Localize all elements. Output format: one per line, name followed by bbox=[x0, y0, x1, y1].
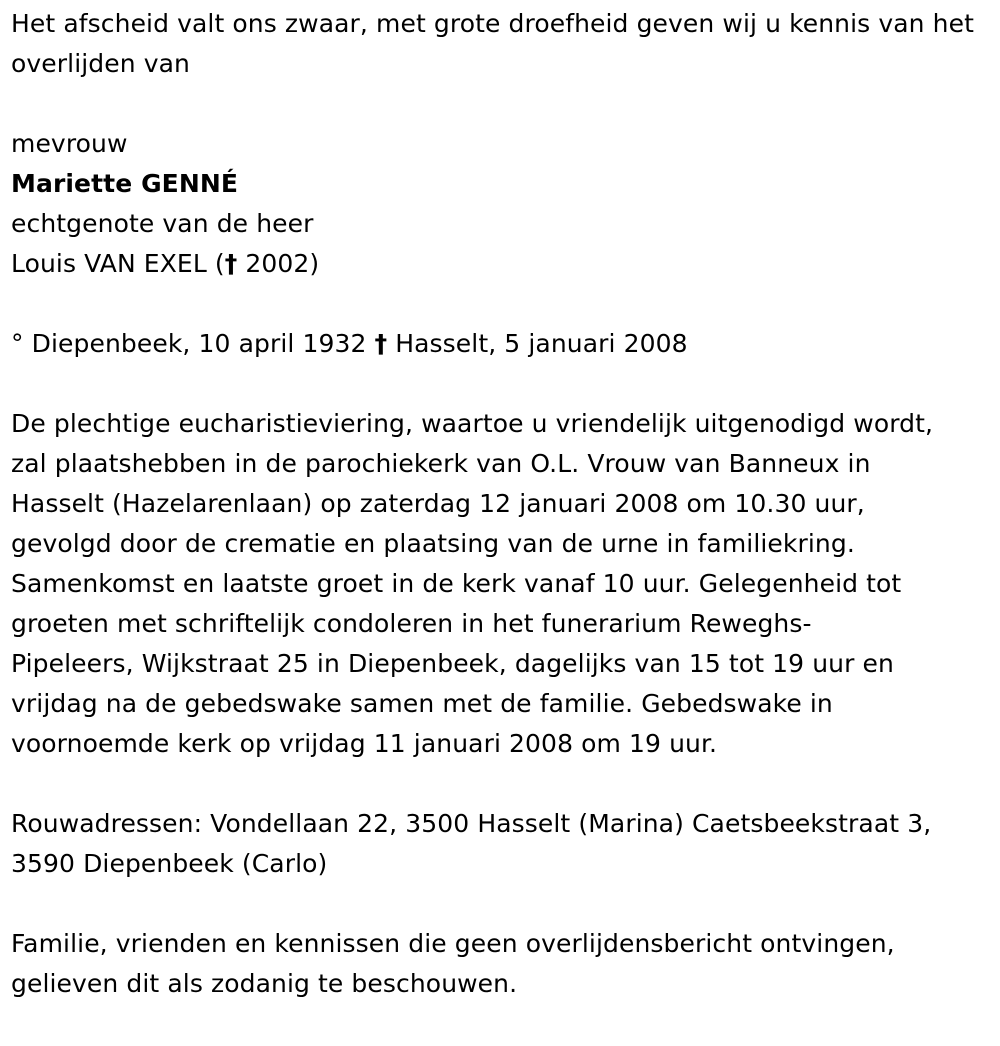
ceremony-line: vrijdag na de gebedswake samen met de familie. Gebedswake in bbox=[11, 689, 833, 718]
spouse-name: Louis VAN EXEL ( bbox=[11, 249, 225, 278]
ceremony-line: zal plaatshebben in de parochiekerk van O.L. Vrouw van Banneux in bbox=[11, 449, 871, 478]
spouse-relation: echtgenote van de heer bbox=[11, 209, 314, 238]
deceased-name: Mariette GENNÉ bbox=[11, 169, 239, 198]
spouse-line bbox=[11, 244, 996, 284]
life-dates bbox=[11, 324, 996, 364]
ceremony-line: Pipeleers, Wijkstraat 25 in Diepenbeek, dagelijks van 15 tot 19 uur en bbox=[11, 649, 894, 678]
closing-paragraph bbox=[11, 924, 996, 1004]
ceremony-line: Hasselt (Hazelarenlaan) op zaterdag 12 januari 2008 om 10.30 uur, bbox=[11, 489, 865, 518]
address-line: Rouwadressen: Vondellaan 22, 3500 Hasselt (Marina) Caetsbeekstraat 3, bbox=[11, 809, 932, 838]
title-label: mevrouw bbox=[11, 129, 128, 158]
spacer bbox=[11, 364, 996, 404]
spouse-death-year: 2002) bbox=[237, 249, 320, 278]
ceremony-line: De plechtige eucharistieviering, waartoe u vriendelijk uitgenodigd wordt, bbox=[11, 409, 934, 438]
spacer bbox=[11, 284, 996, 324]
closing-line: Familie, vrienden en kennissen die geen overlijdensbericht ontvingen, bbox=[11, 929, 895, 958]
intro-paragraph: Het afscheid valt ons zwaar, met grote droefheid geven wij u kennis van het overlijden van bbox=[11, 9, 974, 78]
ceremony-line: groeten met schriftelijk condoleren in het funerarium Reweghs- bbox=[11, 609, 812, 638]
spacer bbox=[11, 84, 996, 124]
cross-icon: † bbox=[224, 249, 238, 278]
addresses-paragraph bbox=[11, 804, 996, 884]
spacer bbox=[11, 884, 996, 924]
ceremony-line: gevolgd door de crematie en plaatsing van de urne in familiekring. bbox=[11, 529, 855, 558]
ceremony-line: voornoemde kerk op vrijdag 11 januari 2008 om 19 uur. bbox=[11, 729, 718, 758]
address-line: 3590 Diepenbeek (Carlo) bbox=[11, 849, 328, 878]
obituary-notice bbox=[11, 4, 996, 1004]
ceremony-paragraph bbox=[11, 404, 996, 764]
death-info: Hasselt, 5 januari 2008 bbox=[387, 329, 688, 358]
spacer bbox=[11, 764, 996, 804]
ceremony-line: Samenkomst en laatste groet in de kerk vanaf 10 uur. Gelegenheid tot bbox=[11, 569, 902, 598]
birth-info: ° Diepenbeek, 10 april 1932 bbox=[11, 329, 375, 358]
cross-icon: † bbox=[374, 329, 388, 358]
closing-line: gelieven dit als zodanig te beschouwen. bbox=[11, 969, 518, 998]
